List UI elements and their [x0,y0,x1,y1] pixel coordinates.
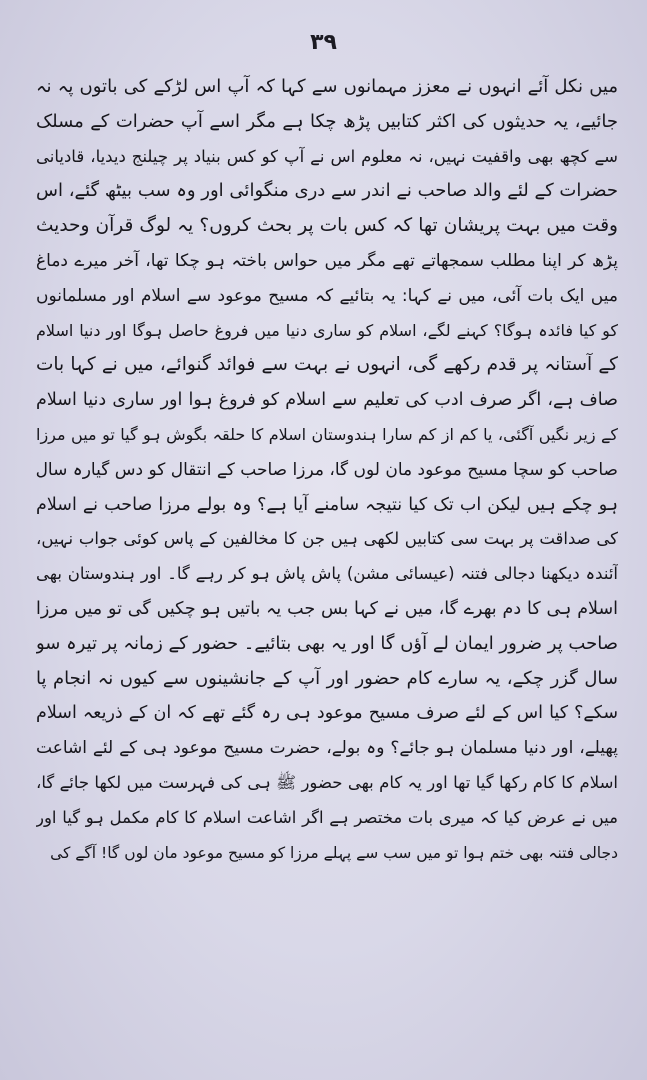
text-line: کی صداقت پر بہت سی کتابیں لکھی ہیں جن کا مخالفین کے پاس کوئی جواب نہیں، [36,529,618,549]
page-number: ۳۹ [310,30,337,55]
text-line: دجالی فتنہ بھی ختم ہوا تو میں سب سے پہلے مرزا کو مسیح موعود مان لوں گا! آگے کی [50,843,618,862]
text-line: اسلام کا کام رکھا گیا تھا اور یہ کام بھی حضور ﷺ ہی کی فہرست میں لکھا جائے گا، [36,772,618,792]
text-line: صاحب کو سچا مسیح موعود مان لوں گا، مرزا صاحب کے انتقال کو دس گیارہ سال [36,459,618,480]
text-line: سال گزر چکے، یہ سارے کام حضور اور آپ کے جانشینوں سے کیوں نہ انجام پا [36,667,618,689]
text-line: اسلام ہی کا دم بھرے گا، میں نے کہا بس جب یہ باتیں ہو چکیں گی تو میں مرزا [36,598,618,619]
text-line: صاحب پر ضرور ایمان لے آؤں گا اور یہ بھی بتائیے۔ حضور کے زمانہ پر تیرہ سو [36,632,618,654]
text-line: پھیلے، اور دنیا مسلمان ہو جائے؟ وہ بولے، حضرت مسیح موعود ہی کے لئے اشاعت [36,738,618,759]
text-line: میں ایک بات آئی، میں نے کہا: یہ بتائیے کہ مسیح موعود سے اسلام اور مسلمانوں [36,285,618,306]
text-line: میں نے عرض کیا کہ میری بات مختصر ہے اگر اشاعت اسلام کا کام مکمل ہو گیا اور [36,807,618,827]
text-line: سکے؟ کیا اس کے لئے صرف مسیح موعود ہی رہ گئے تھے کہ ان کے ذریعہ اسلام [36,703,618,724]
text-line: کے آستانہ پر قدم رکھے گی، انہوں نے بہت سے فوائد گنوائے، میں نے کہا بات [36,354,618,376]
text-line: پڑھ کر اپنا مطلب سمجھاتے تھے مگر میں حواس باختہ ہو چکا تھا، آخر میرے دماغ [36,250,618,271]
text-line: وقت میں بہت پریشان تھا کہ کس بات پر بحث کروں؟ یہ لوگ قرآن وحدیث [36,215,618,237]
text-line: جائیے، یہ حدیثوں کی اکثر کتابیں پڑھ چکا ہے مگر اسے آپ حضرات کے مسلک [36,110,618,132]
text-line: کو کیا فائدہ ہوگا؟ کہنے لگے، اسلام کو ساری دنیا میں فروغ حاصل ہوگا اور دنیا اسلام [36,320,618,340]
text-line: ہو چکے ہیں لیکن اب تک کیا نتیجہ سامنے آیا ہے؟ وہ بولے مرزا صاحب نے اسلام [36,494,618,515]
text-line: صاف ہے، اگر صرف ادب کی تعلیم سے اسلام کو فروغ ہوا اور ساری دنیا اسلام [36,390,618,411]
text-line: میں نکل آئے انہوں نے معزز مہمانوں سے کہا کہ آپ اس لڑکے کی باتوں پہ نہ [36,76,618,97]
text-line: حضرات کے لئے والد صاحب نے اندر سے دری منگوائی اور وہ سب بیٹھ گئے، اس [36,180,618,202]
text-line: کے زیر نگیں آگئی، یا کم از کم سارا ہندوستان اسلام کا حلقہ بگوش ہو گیا تو میں مرزا [36,424,618,444]
text-line: سے کچھ بھی واقفیت نہیں، نہ معلوم اس نے آپ کو کس بنیاد پر چیلنج دیدیا، قادیانی [36,146,618,166]
text-line: آئندہ دیکھنا دجالی فتنہ (عیسائی مشن) پاش پاش ہو کر رہے گا۔ اور ہندوستان بھی [36,564,618,584]
body-text [36,70,618,870]
